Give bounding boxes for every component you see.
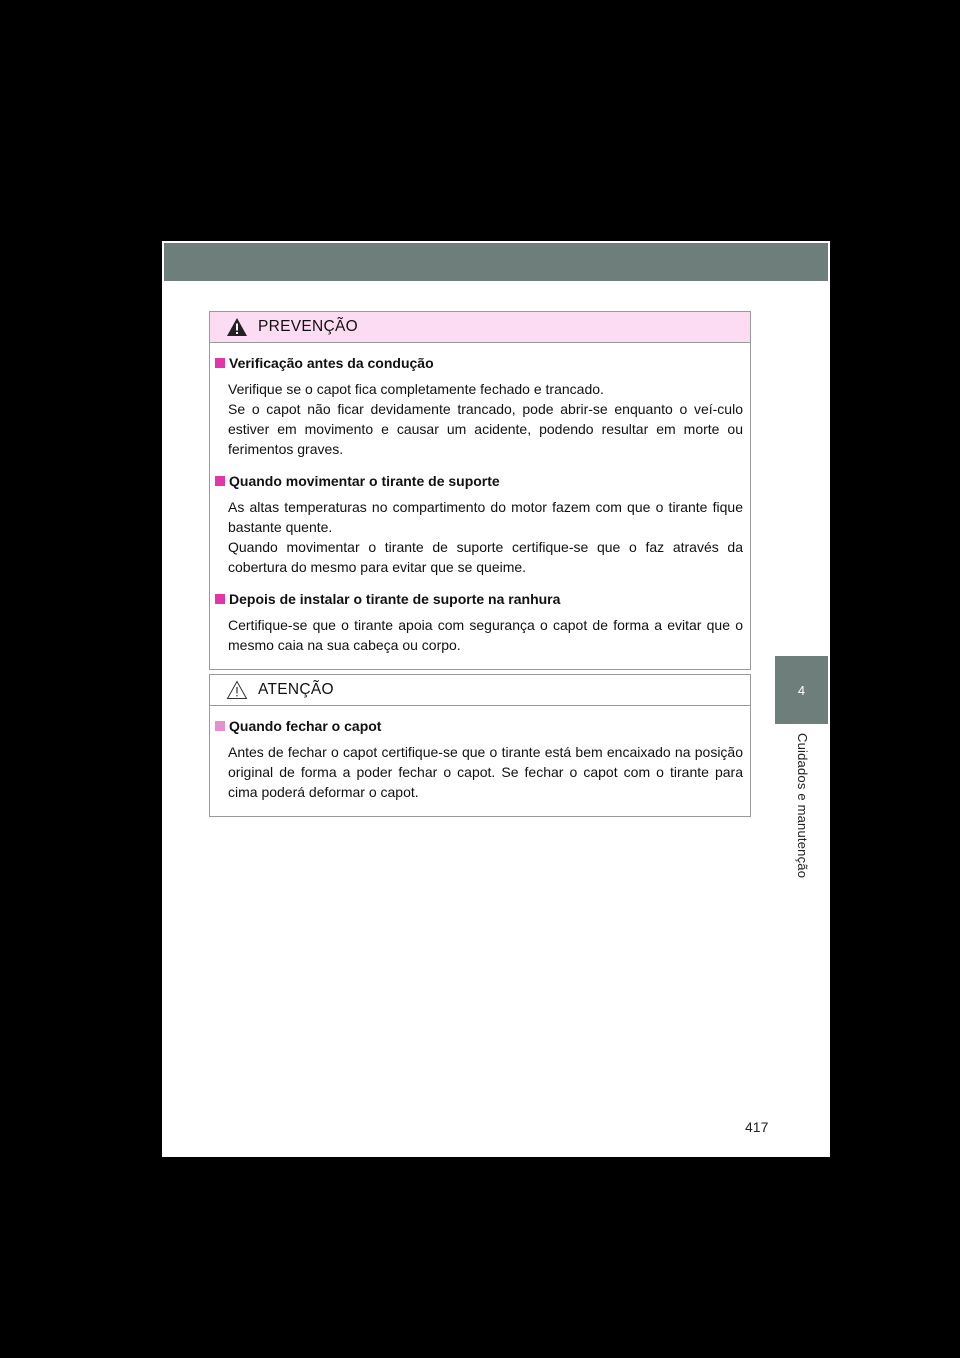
page-header-bar: [164, 243, 828, 281]
item-paragraph: Se o capot não ficar devidamente trancado, pode abrir-se enquanto o veí-culo estiver em movimento e causar um acidente, podendo resultar em morte ou ferimentos graves.: [228, 401, 743, 457]
item-paragraph: Certifique-se que o tirante apoia com segurança o capot de forma a evitar que o mesmo caia na sua cabeça ou corpo.: [228, 617, 743, 653]
item-heading: Quando movimentar o tirante de suporte: [229, 473, 500, 489]
item-paragraph: As altas temperaturas no compartimento do motor fazem com que o tirante fique bastante quente.: [228, 499, 743, 535]
chapter-tab: [775, 656, 828, 724]
chapter-title: Cuidados e manutenção: [795, 733, 810, 879]
item-paragraph: Antes de fechar o capot certifique-se que o tirante está bem encaixado na posição original de forma a poder fechar o capot. Se fechar o capot com o tirante para cima poderá deformar o capot.: [228, 744, 743, 800]
prevencao-item: [215, 591, 743, 655]
atencao-header: [210, 675, 750, 706]
atencao-item: [215, 718, 743, 802]
prevencao-title: PREVENÇÃO: [258, 318, 359, 335]
prevencao-box: [209, 311, 751, 670]
item-paragraph: Quando movimentar o tirante de suporte certifique-se que o faz através da cobertura do mesmo para evitar que se queime.: [228, 539, 743, 575]
bullet-square-icon: [215, 358, 225, 368]
atencao-box: [209, 674, 751, 817]
warning-filled-icon: [226, 317, 248, 337]
item-heading: Depois de instalar o tirante de suporte na ranhura: [229, 591, 561, 607]
warning-outline-icon: [226, 680, 248, 700]
page-number: 417: [745, 1119, 769, 1135]
prevencao-item: [215, 355, 743, 459]
bullet-square-icon: [215, 476, 225, 486]
bullet-square-icon: [215, 721, 225, 731]
prevencao-item: [215, 473, 743, 577]
item-heading: Quando fechar o capot: [229, 718, 382, 734]
manual-page: [162, 241, 830, 1157]
bullet-square-icon: [215, 594, 225, 604]
item-heading: Verificação antes da condução: [229, 355, 434, 371]
prevencao-header: [210, 312, 750, 343]
chapter-number: 4: [797, 682, 806, 698]
atencao-title: ATENÇÃO: [258, 681, 334, 698]
item-paragraph: Verifique se o capot fica completamente fechado e trancado.: [228, 381, 604, 397]
